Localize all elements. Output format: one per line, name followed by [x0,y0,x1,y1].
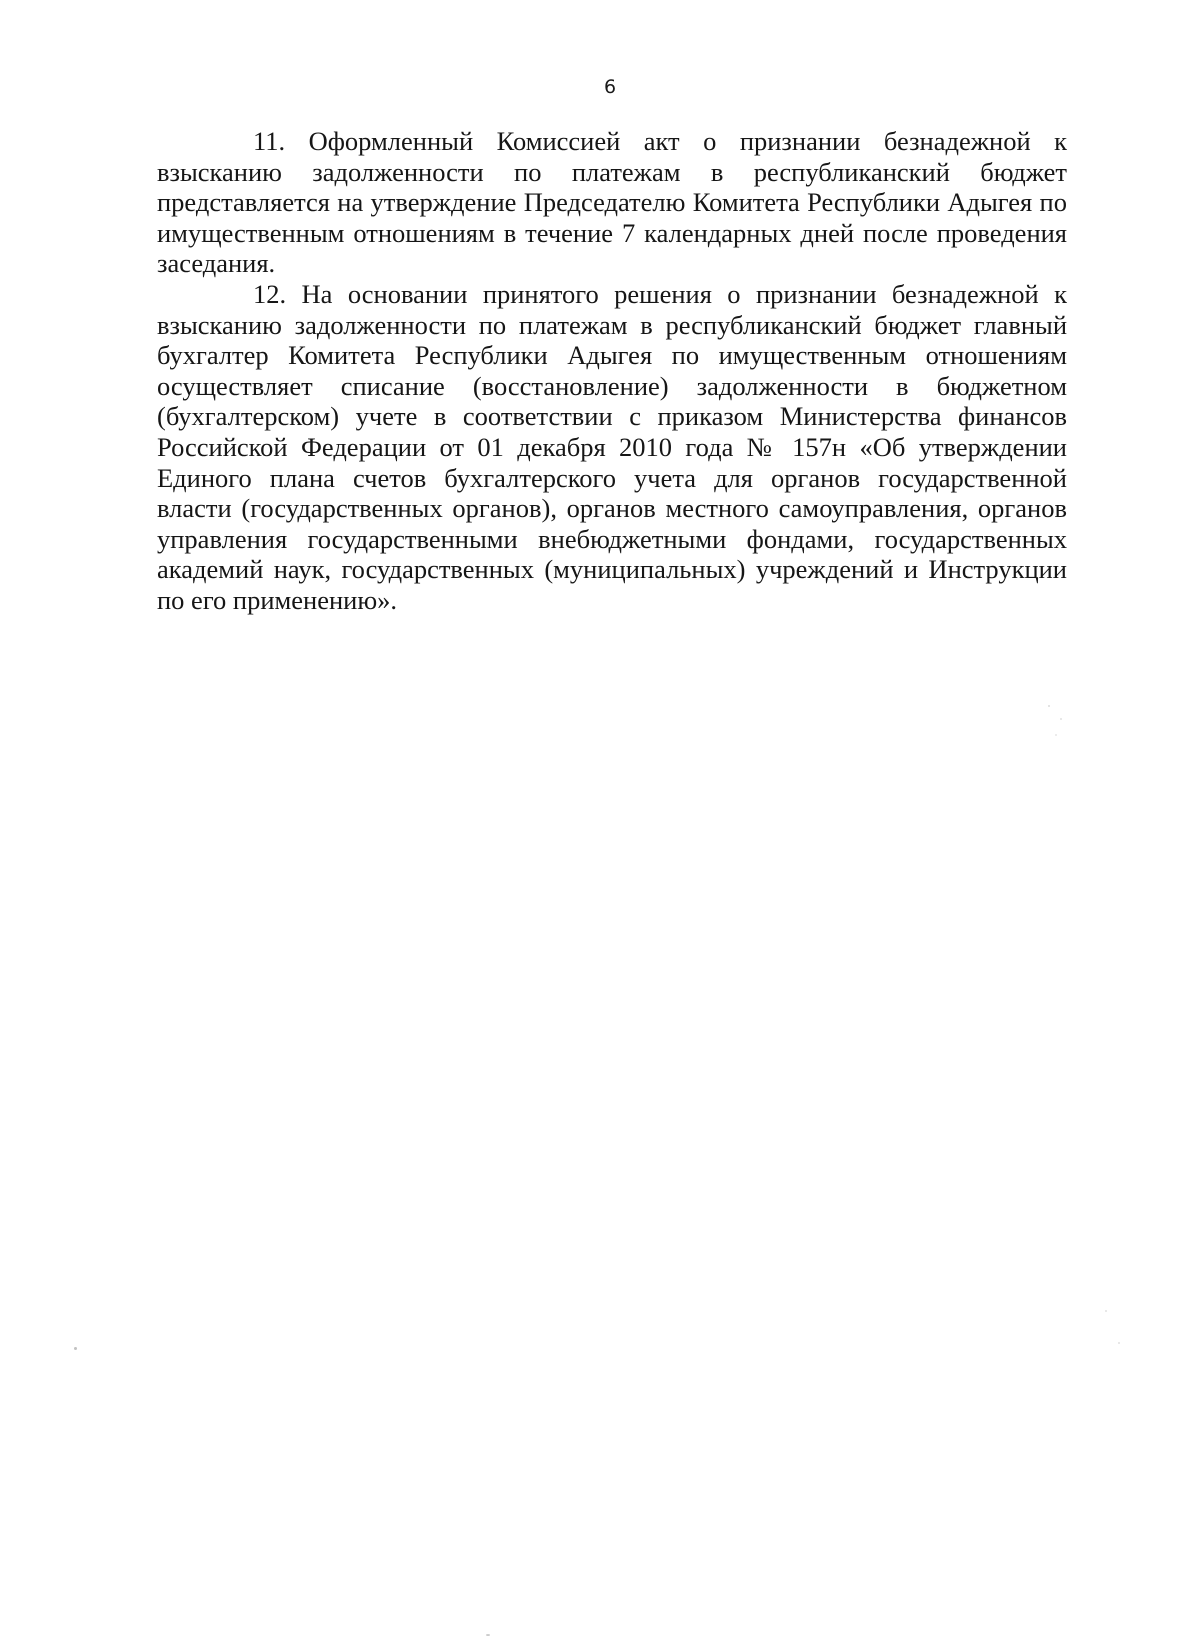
scan-speck [74,1347,77,1350]
scan-speck [1105,1310,1107,1312]
page-number: 6 [603,76,617,98]
scan-speck [1060,718,1062,720]
scan-speck [1118,1342,1120,1344]
scan-speck [486,1634,490,1636]
document-body [157,126,1067,616]
scan-speck [1055,734,1057,736]
paragraph-11: 11. Оформленный Комиссией акт о признании безнадежной к взысканию задолженности по платежам в республиканский бюджет представляется на утверждение Председателю Комитета Республики Адыгея по имущественным отношениям в течение 7 календарных дней после проведения заседания. [157,126,1067,279]
scan-speck [1048,705,1050,707]
paragraph-12: 12. На основании принятого решения о признании безнадежной к взысканию задолженности по платежам в республиканский бюджет главный бухгалтер Комитета Республики Адыгея по имущественным отношениям осуществляет списание (восстановление) задолженности в бюджетном (бухгалтерском) учете в соответствии с приказом Министерства финансов Российской Федерации от 01 декабря 2010 года № 157н «Об утверждении Единого плана счетов бухгалтерского учета для органов государственной власти (государственных органов), органов местного самоуправления, органов управления государственными внебюджетными фондами, государственных академий наук, государственных (муниципальных) учреждений и Инструкции по его применению». [157,278,1067,615]
